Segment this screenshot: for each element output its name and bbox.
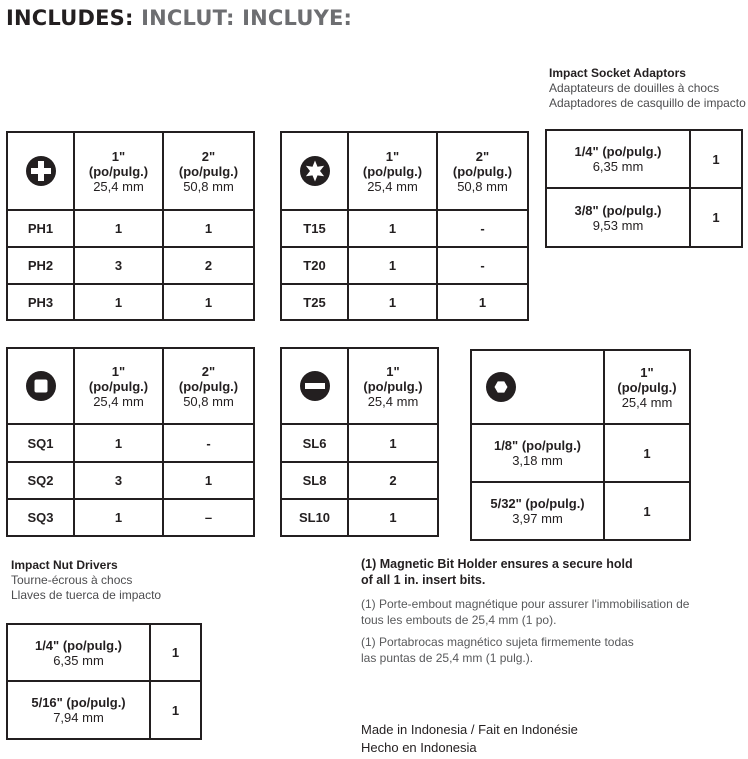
torx-icon [299,155,331,187]
origin-line-1: Made in Indonesia / Fait en Indonésie [361,722,578,737]
page-heading [6,5,352,31]
adaptors-table [545,129,743,248]
nut-driver-qty: 1 [150,624,201,681]
header-2in: 2" (po/pulg.) 50,8 mm [437,132,528,210]
heading-es: INCLUYE: [242,6,353,30]
header-1in: 1" (po/pulg.) 25,4 mm [604,350,690,424]
qty-2in: 1 [163,462,254,499]
header-1in: 1" (po/pulg.) 25,4 mm [348,348,438,424]
slotted-icon [299,370,331,402]
nut-drivers-es: Llaves de tuerca de impacto [11,588,162,602]
qty-1in: 2 [348,462,438,499]
qty-1in: 3 [74,462,163,499]
row-label: PH3 [7,284,74,320]
qty-2in: - [437,247,528,284]
hex-size: 5/32" (po/pulg.) 3,97 mm [471,482,604,540]
phillips-table [6,131,255,321]
square-recess-icon [25,370,57,402]
row-label: SQ1 [7,424,74,462]
qty-2in: - [163,424,254,462]
row-label: SQ2 [7,462,74,499]
note-es-1: (1) Portabrocas magnético sujeta firmemente todas [361,635,634,649]
note-es-2: las puntas de 25,4 mm (1 pulg.). [361,651,534,665]
qty-1in: 1 [74,424,163,462]
row-label: PH1 [7,210,74,247]
row-label: SL6 [281,424,348,462]
qty-2in: 2 [163,247,254,284]
qty-1in: 3 [74,247,163,284]
header-1in: 1" (po/pulg.) 25,4 mm [74,132,163,210]
qty-2in: 1 [163,210,254,247]
nut-drivers-fr: Tourne-écrous à chocs [11,573,133,587]
qty-2in: 1 [437,284,528,320]
hex-icon-cell [471,350,604,424]
header-2in: 2" (po/pulg.) 50,8 mm [163,132,254,210]
hex-qty: 1 [604,424,690,482]
slotted-table [280,347,439,537]
row-label: PH2 [7,247,74,284]
qty-2in: 1 [163,284,254,320]
row-label: T25 [281,284,348,320]
square-icon-cell [7,348,74,424]
phillips-icon-cell [7,132,74,210]
nut-driver-size: 1/4" (po/pulg.) 6,35 mm [7,624,150,681]
origin-line-2: Hecho en Indonesia [361,740,477,755]
qty-1in: 1 [348,424,438,462]
phillips-icon [25,155,57,187]
nut-driver-size: 5/16" (po/pulg.) 7,94 mm [7,681,150,739]
origin-text [361,721,578,757]
qty-2in: - [437,210,528,247]
qty-1in: 1 [348,210,437,247]
adaptors-fr: Adaptateurs de douilles à chocs [549,81,720,95]
note-en-1: (1) Magnetic Bit Holder ensures a secure hold [361,557,633,571]
adaptor-qty: 1 [690,130,742,188]
qty-1in: 1 [348,499,438,536]
note-fr-1: (1) Porte-embout magnétique pour assurer l'immobilisation de [361,597,690,611]
row-label: T20 [281,247,348,284]
header-1in: 1" (po/pulg.) 25,4 mm [74,348,163,424]
heading-fr: INCLUT: [141,6,235,30]
hex-icon [485,371,517,403]
heading-main: INCLUDES: [6,6,134,30]
torx-table [280,131,529,321]
square-table [6,347,255,537]
row-label: SL8 [281,462,348,499]
nut-driver-qty: 1 [150,681,201,739]
hex-qty: 1 [604,482,690,540]
hex-size: 1/8" (po/pulg.) 3,18 mm [471,424,604,482]
hex-table [470,349,691,541]
adaptor-size: 1/4" (po/pulg.) 6,35 mm [546,130,690,188]
header-2in: 2" (po/pulg.) 50,8 mm [163,348,254,424]
magnetic-holder-note [361,556,689,666]
adaptors-es: Adaptadores de casquillo de impacto [549,96,746,110]
nut-drivers-caption [11,558,161,603]
adaptor-qty: 1 [690,188,742,247]
qty-2in: – [163,499,254,536]
note-fr-2: tous les embouts de 25,4 mm (1 po). [361,613,557,627]
slotted-icon-cell [281,348,348,424]
qty-1in: 1 [348,247,437,284]
adaptor-size: 3/8" (po/pulg.) 9,53 mm [546,188,690,247]
row-label: SQ3 [7,499,74,536]
row-label: T15 [281,210,348,247]
nut-drivers-table [6,623,202,740]
adaptors-title: Impact Socket Adaptors [549,66,686,80]
adaptors-caption [549,66,746,111]
qty-1in: 1 [74,210,163,247]
nut-drivers-title: Impact Nut Drivers [11,558,118,572]
note-en-2: of all 1 in. insert bits. [361,573,486,587]
header-1in: 1" (po/pulg.) 25,4 mm [348,132,437,210]
torx-icon-cell [281,132,348,210]
qty-1in: 1 [348,284,437,320]
qty-1in: 1 [74,499,163,536]
row-label: SL10 [281,499,348,536]
qty-1in: 1 [74,284,163,320]
